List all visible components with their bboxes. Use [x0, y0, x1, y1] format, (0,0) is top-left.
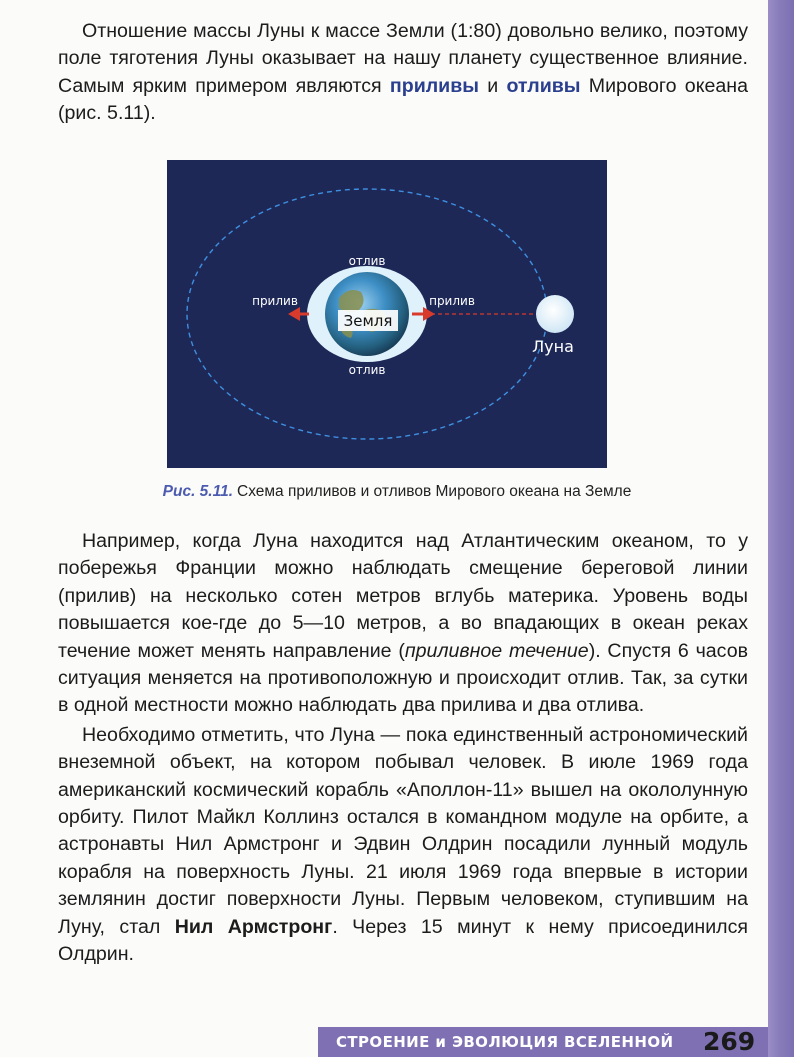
- page-edge-tab: [768, 0, 794, 1057]
- tide-arrow-right-head: [423, 307, 435, 321]
- intro-text-part1: Отношение массы Луны к массе Земли (1:80) довольно велико, поэтому поле тяготения Луны оказывает на нашу планету существенное влияние. Самым ярким примером являются: [58, 20, 748, 97]
- paragraph-moon-landing: [58, 722, 748, 969]
- body-text: [58, 528, 748, 969]
- intro-text-and: и: [479, 74, 507, 97]
- intro-text-part2: Мирового океана (рис. 5.11).: [58, 74, 748, 125]
- moon-disc: [536, 295, 574, 333]
- label-tide-right: прилив: [429, 294, 475, 308]
- term-tides: приливы: [389, 74, 480, 97]
- term-ebbs: отливы: [506, 74, 581, 97]
- term-tidal-current: приливное течение: [404, 639, 589, 662]
- intro-paragraph: [58, 18, 748, 128]
- tide-arrow-left-head: [288, 307, 300, 321]
- section-title: СТРОЕНИЕ и ЭВОЛЮЦИЯ ВСЕЛЕННОЙ: [336, 1033, 674, 1051]
- figure-caption-text: Схема приливов и отливов Мирового океана на Земле: [237, 483, 632, 500]
- paragraph-2-part1: Например, когда Луна находится над Атлантическим океаном, то у побережья Франции можно наблюдать смещение береговой линии (прилив) на несколько сотен метров вглубь материка. Уровень воды повышается кое-где до 5—10 метров, а во впадающих в океан реках течение может менять направление (: [58, 530, 748, 662]
- label-moon: Луна: [532, 337, 574, 356]
- paragraph-3-part1: Необходимо отметить, что Луна — пока единственный астрономический внеземной объект, на котором побывал человек. В июле 1969 года американский космический корабль «Аполлон-11» вышел на окололунную орбиту. Пилот Майкл Коллинз остался в командном модуле на орбите, а астронавты Нил Армстронг и Эдвин Олдрин посадили лунный модуль корабля на поверхность Луны. 21 июля 1969 года впервые в истории землянин достиг поверхности Луны. Первым человеком, ступившим на Луну, стал: [58, 723, 748, 938]
- label-tide-left: прилив: [252, 294, 298, 308]
- label-ebb-top: отлив: [348, 254, 386, 268]
- term-neil-armstrong: Нил Армстронг: [174, 915, 333, 938]
- paragraph-3-part2: . Через 15 минут к нему присоединился Олдрин.: [58, 915, 749, 966]
- figure-number: Рис. 5.11.: [162, 483, 234, 500]
- figure-caption: [0, 483, 794, 501]
- paragraph-2-part2: ). Спустя 6 часов ситуация меняется на противоположную и происходит отлив. Так, за сутки в одной местности можно наблюдать два прилива и два отлива.: [58, 639, 748, 717]
- label-earth: Земля: [343, 312, 393, 330]
- tide-diagram-svg: [167, 160, 607, 468]
- tide-diagram: [167, 160, 607, 468]
- paragraph-france-tides: [58, 528, 748, 720]
- page-number: 269: [703, 1027, 756, 1056]
- label-ebb-bottom: отлив: [348, 363, 386, 377]
- intro-text: [58, 18, 748, 128]
